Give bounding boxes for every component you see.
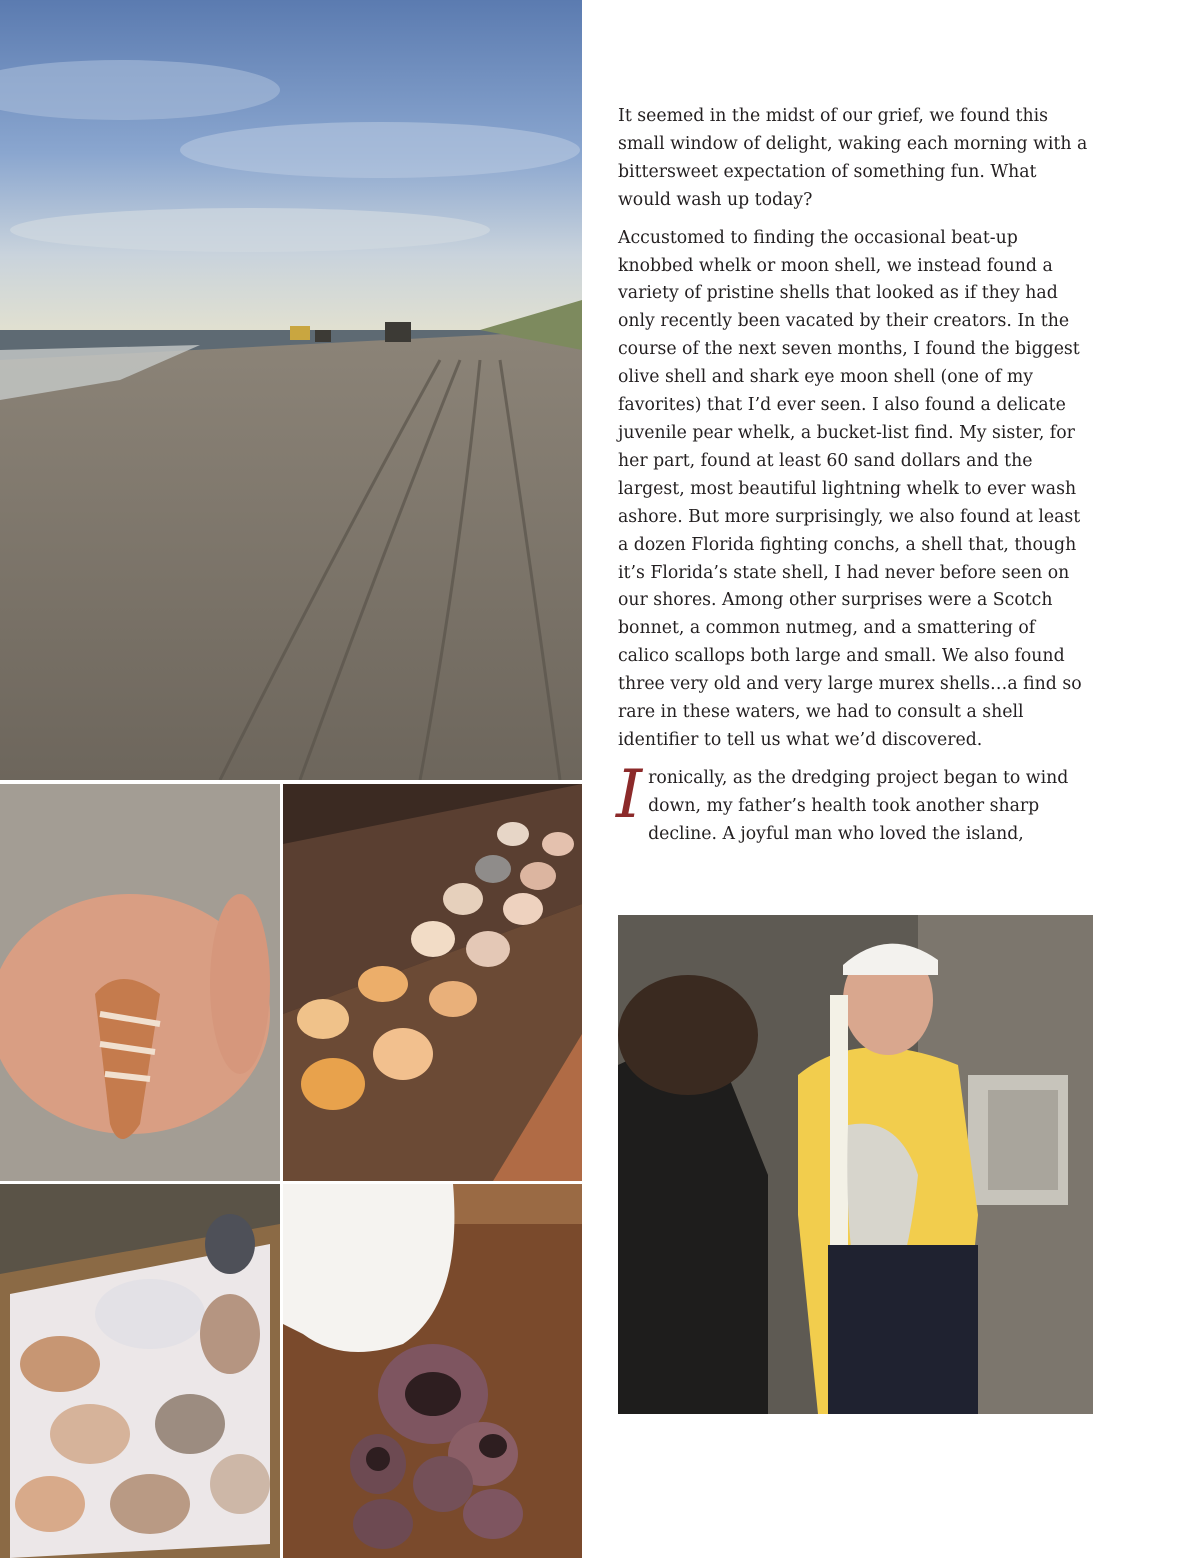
fish-measuring-photo <box>618 915 1093 1414</box>
article-text <box>618 103 1088 859</box>
paragraph-2: Accustomed to finding the occasional beat-up knobbed whelk or moon shell, we instead found a variety of pristine shells that looked as if they had only recently been vacated by their creators. In the course of the next seven months, I found the biggest olive shell and shark eye moon shell (one of my favorites) that I’d ever seen. I also found a delicate juvenile pear whelk, a bucket-list find. My sister, for her part, found at least 60 sand dollars and the largest, most beautiful lightning whelk to ever wash ashore. But more surprisingly, we also found at least a dozen Florida fighting conchs, a shell that, though it’s Florida’s state shell, I had never before seen on our shores. Among other surprises were a Scotch bonnet, a common nutmeg, and a smattering of calico scallops both large and small. We also found three very old and very large murex shells…a find so rare in these waters, we had to consult a shell identifier to tell us what we’d discovered. <box>618 227 1082 750</box>
hand-shell-photo <box>0 784 280 1181</box>
drop-cap: I <box>616 755 643 833</box>
paragraph-3-text: ronically, as the dredging project began to wind down, my father’s health took another sharp decline. A joyful man who loved the island, <box>648 767 1069 844</box>
beach-photo <box>0 0 582 780</box>
paragraph-1: It seemed in the midst of our grief, we found this small window of delight, waking each morning with a bittersweet expectation of something fun. What would wash up today? <box>618 106 1088 210</box>
barnacles-photo <box>283 1184 582 1558</box>
shelf-conchs-photo <box>283 784 582 1181</box>
basket-shells-photo <box>0 1184 280 1558</box>
paragraph-3 <box>616 755 1088 849</box>
